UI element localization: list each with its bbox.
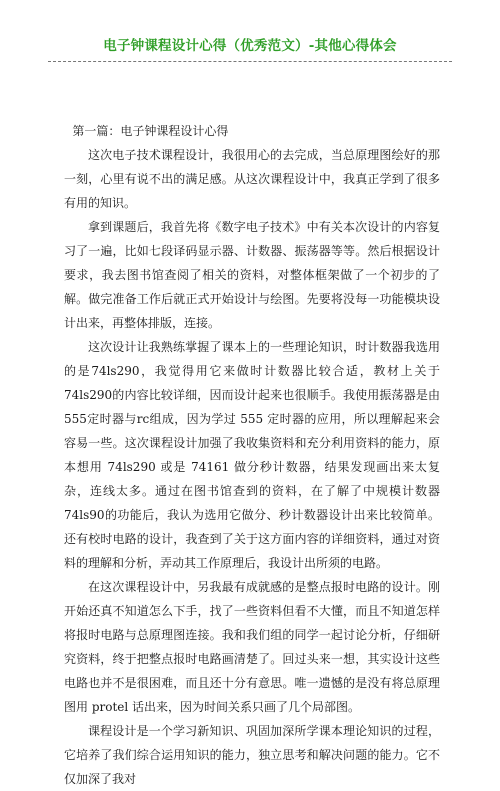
paragraph-5: 课程设计是一个学习新知识、巩固加深所学课本理论知识的过程，它培养了我们综合运用知识的能力，独立思考和解决问题的能力。它不仅加深了我对 xyxy=(64,724,440,786)
section-heading: 第一篇：电子钟课程设计心得 xyxy=(72,124,229,138)
title-divider xyxy=(48,61,452,62)
paragraph-2: 拿到课题后，我首先将《数字电子技术》中有关本次设计的内容复习了一遍，比如七段译码显示器、计数器、振荡器等等。然后根据设计要求，我去图书馆查阅了相关的资料，对整体框架做了一个初步的了解。做完准备工作后就正式开始设计与绘图。先要将没每一功能模块设计出来，再整体排版，连接。 xyxy=(64,220,440,330)
document-body xyxy=(64,119,440,791)
paragraph-4: 在这次课程设计中，另我最有成就感的是整点报时电路的设计。刚开始还真不知道怎么下手，找了一些资料但看不大懂，而且不知道怎样将报时电路与总原理图连接。我和我们组的同学一起讨论分析，仔细研究资料，终于把整点报时电路画清楚了。回过头来一想，其实设计这些电路也并不是很困难，而且还十分有意思。唯一遗憾的是没有将总原理图用 protel 话出来，因为时间关系只画了几个局部图。 xyxy=(64,580,440,714)
document-title: 电子钟课程设计心得（优秀范文）-其他心得体会 xyxy=(103,38,397,54)
paragraph-3: 这次设计让我熟练掌握了课本上的一些理论知识，时计数器我选用的是74ls290，我觉得用它来做时计数器比较合适，教材上关于74ls290的内容比较详细，因而设计起来也很顺手。我使用振荡器是由555定时器与rc组成，因为学过 555 定时器的应用，所以理解起来会容易一些。这次课程设计加强了我收集资料和充分利用资料的能力，原本想用 74ls290 或是 74161 做分秒计数器，结果发现画出来太复杂，连线太多。通过在图书馆查到的资料，在了解了中规模计数器74ls90的功能后，我认为选用它做分、秒计数器设计出来比较简单。还有校时电路的设计，我查到了关于这方面内容的详细资料，通过对资料的理解和分析，弄动其工作原理后，我设计出所须的电路。 xyxy=(64,340,440,570)
paragraph-1: 这次电子技术课程设计，我很用心的去完成，当总原理图绘好的那一刻，心里有说不出的满足感。从这次课程设计中，我真正学到了很多有用的知识。 xyxy=(64,148,440,210)
